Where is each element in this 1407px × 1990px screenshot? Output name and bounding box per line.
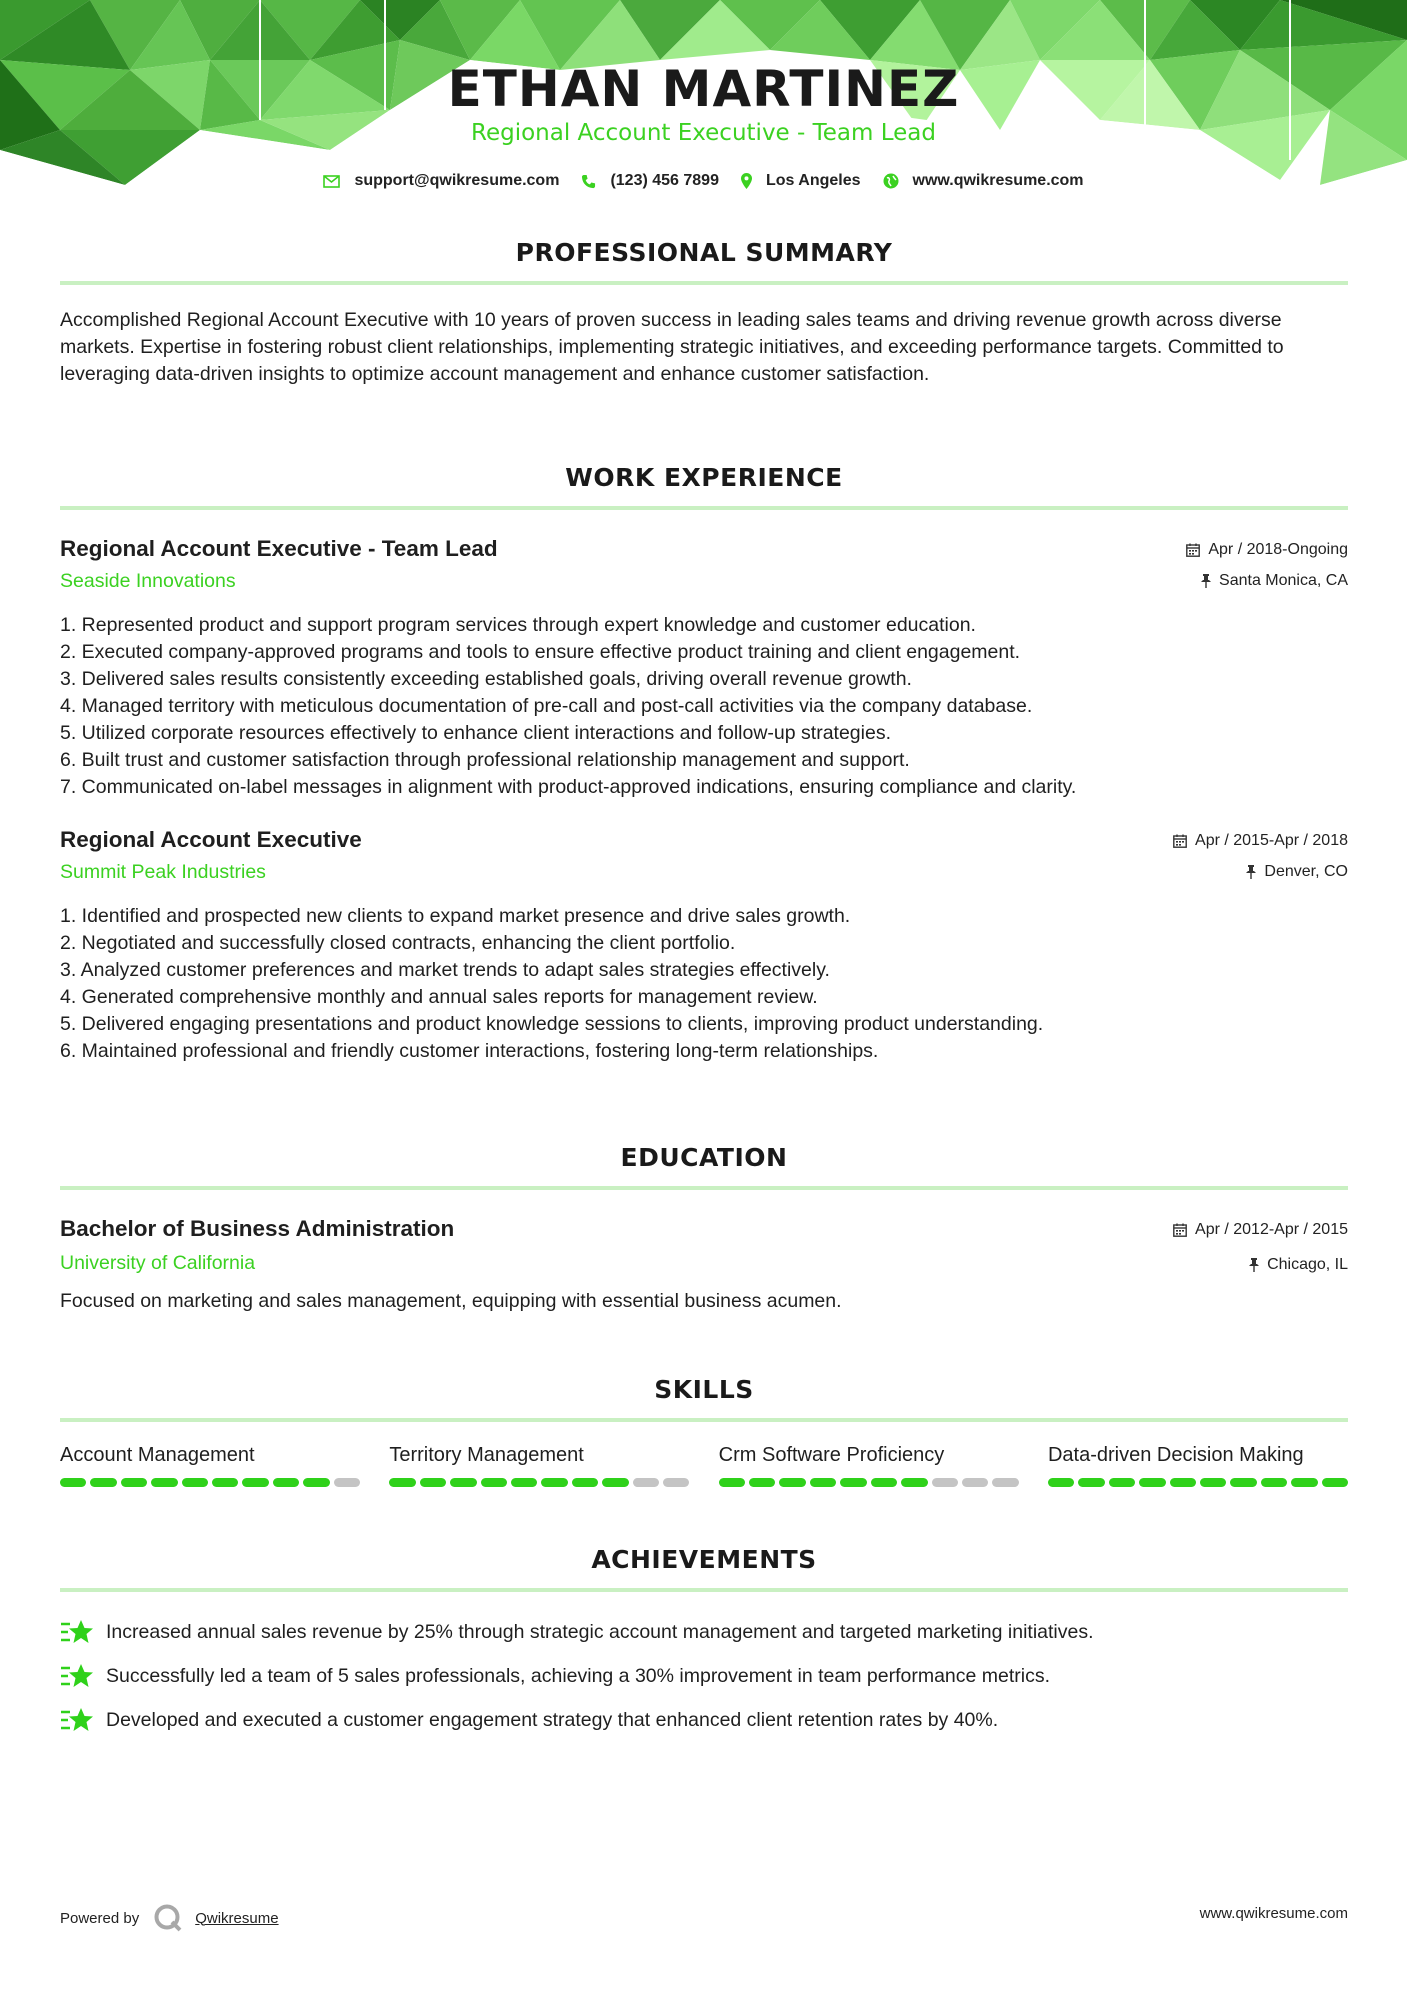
skill-segment-empty	[962, 1478, 988, 1487]
job-entry	[60, 536, 1348, 801]
education-location	[1249, 1256, 1348, 1274]
list-item: 6. Built trust and customer satisfaction through professional relationship management and support.	[60, 749, 910, 771]
achievements-list	[60, 1610, 1348, 1742]
education-dates	[1173, 1221, 1348, 1239]
job-dates	[1173, 832, 1348, 850]
education-entry	[60, 1216, 1348, 1315]
candidate-name: ETHAN MARTINEZ	[447, 60, 960, 118]
job-title: Regional Account Executive	[60, 827, 362, 852]
pushpin-icon	[1201, 574, 1211, 588]
section-divider	[60, 1186, 1348, 1190]
achievement-text: Developed and executed a customer engagement strategy that enhanced client retention rates by 40%.	[106, 1708, 999, 1731]
list-item: 2. Negotiated and successfully closed contracts, enhancing the client portfolio.	[60, 932, 736, 954]
job-dates-text: Apr / 2015-Apr / 2018	[1195, 832, 1348, 849]
skill-item	[60, 1444, 360, 1487]
education-section	[60, 1143, 1348, 1315]
skill-item	[719, 1444, 1019, 1487]
calendar-icon	[1173, 1223, 1187, 1237]
skills-list	[60, 1444, 1348, 1487]
list-item: 4. Generated comprehensive monthly and annual sales reports for management review.	[60, 986, 818, 1008]
education-dates-text: Apr / 2012-Apr / 2015	[1195, 1221, 1348, 1238]
contact-email[interactable]	[323, 172, 559, 190]
education-location-text: Chicago, IL	[1267, 1256, 1348, 1273]
job-location	[1201, 572, 1348, 590]
list-item: 3. Analyzed customer preferences and market trends to adapt sales strategies effectively.	[60, 959, 830, 981]
skill-name: Territory Management	[389, 1444, 584, 1466]
skill-segment-empty	[633, 1478, 659, 1487]
skill-segment-filled	[273, 1478, 299, 1487]
section-heading: EDUCATION	[620, 1143, 788, 1172]
list-item: 2. Executed company-approved programs and tools to ensure effective product training and client engagement.	[60, 641, 1021, 663]
list-item: 5. Utilized corporate resources effectively to enhance client interactions and follow-up strategies.	[60, 722, 891, 744]
job-company: Seaside Innovations	[60, 570, 236, 592]
list-item: 3. Delivered sales results consistently exceeding established goals, driving overall revenue growth.	[60, 668, 912, 690]
experience-section	[60, 463, 1348, 1065]
skill-segment-filled	[212, 1478, 238, 1487]
skill-segment-filled	[1261, 1478, 1287, 1487]
globe-icon	[883, 173, 899, 189]
skill-segment-filled	[389, 1478, 415, 1487]
envelope-icon	[323, 175, 340, 188]
skill-segment-filled	[511, 1478, 537, 1487]
contact-location	[741, 172, 861, 190]
skill-segment-filled	[572, 1478, 598, 1487]
qwikresume-logo-icon	[153, 1903, 183, 1933]
skill-segment-filled	[1230, 1478, 1256, 1487]
skill-segment-filled	[1109, 1478, 1135, 1487]
skill-segment-filled	[602, 1478, 628, 1487]
skill-item	[389, 1444, 689, 1487]
skill-segment-filled	[749, 1478, 775, 1487]
skill-level-bar	[719, 1478, 1019, 1487]
job-location	[1246, 863, 1348, 881]
summary-section	[60, 238, 1348, 388]
contact-phone[interactable]	[581, 172, 719, 190]
skills-section	[60, 1375, 1348, 1487]
skill-segment-filled	[1291, 1478, 1317, 1487]
job-bullets	[60, 903, 1348, 1065]
brand-link[interactable]: Qwikresume	[195, 1909, 279, 1927]
powered-by	[60, 1903, 279, 1933]
section-heading: PROFESSIONAL SUMMARY	[515, 238, 893, 267]
skill-segment-filled	[1200, 1478, 1226, 1487]
skill-segment-empty	[992, 1478, 1018, 1487]
calendar-icon	[1173, 834, 1187, 848]
contact-bar	[0, 172, 1407, 190]
footer	[60, 1895, 1348, 1935]
skill-segment-empty	[932, 1478, 958, 1487]
job-entry	[60, 827, 1348, 1065]
skill-segment-filled	[541, 1478, 567, 1487]
achievement-text: Increased annual sales revenue by 25% through strategic account management and targeted marketing initiatives.	[106, 1620, 1094, 1643]
phone-text: (123) 456 7899	[610, 172, 719, 189]
skill-segment-filled	[871, 1478, 897, 1487]
skill-segment-filled	[182, 1478, 208, 1487]
skill-segment-filled	[1322, 1478, 1348, 1487]
pushpin-icon	[1249, 1258, 1259, 1272]
job-company: Summit Peak Industries	[60, 861, 266, 883]
section-heading: SKILLS	[654, 1375, 754, 1404]
job-dates	[1186, 541, 1348, 559]
job-dates-text: Apr / 2018-Ongoing	[1208, 541, 1348, 558]
skill-segment-filled	[810, 1478, 836, 1487]
skill-segment-filled	[1048, 1478, 1074, 1487]
section-divider	[60, 506, 1348, 510]
list-item: 6. Maintained professional and friendly customer interactions, fostering long-term relationships.	[60, 1040, 879, 1062]
skill-name: Crm Software Proficiency	[718, 1444, 945, 1466]
calendar-icon	[1186, 543, 1200, 557]
skill-segment-filled	[779, 1478, 805, 1487]
education-description: Focused on marketing and sales management, equipping with essential business acumen.	[60, 1290, 842, 1312]
section-divider	[60, 281, 1348, 285]
list-item: 7. Communicated on-label messages in alignment with product-approved indications, ensuring compliance and clarity.	[60, 776, 1077, 798]
section-heading: ACHIEVEMENTS	[591, 1545, 817, 1574]
phone-icon	[581, 174, 596, 189]
skill-segment-empty	[663, 1478, 689, 1487]
list-item: 1. Identified and prospected new clients to expand market presence and drive sales growth.	[60, 905, 851, 927]
email-text: support@qwikresume.com	[354, 172, 560, 189]
skill-segment-filled	[719, 1478, 745, 1487]
skill-segment-filled	[151, 1478, 177, 1487]
location-text: Los Angeles	[765, 172, 861, 189]
summary-text: Accomplished Regional Account Executive with 10 years of proven success in leading sales teams and driving revenue growth across diverse markets. Expertise in fostering robust client relationships, implementing strategic initiatives, and exceeding performance targets. Committed to leveraging data-driven insights to optimize account management and enhance customer satisfaction.	[60, 309, 1284, 385]
skill-segment-filled	[90, 1478, 116, 1487]
section-divider	[60, 1588, 1348, 1592]
map-pin-icon	[741, 173, 752, 189]
school-name: University of California	[60, 1252, 256, 1274]
skill-segment-filled	[481, 1478, 507, 1487]
job-title: Regional Account Executive - Team Lead	[60, 536, 498, 561]
job-location-text: Santa Monica, CA	[1219, 572, 1348, 589]
job-bullets	[60, 612, 1348, 801]
achievement-text: Successfully led a team of 5 sales professionals, achieving a 30% improvement in team performance metrics.	[106, 1664, 1051, 1687]
skill-name: Account Management	[60, 1444, 255, 1466]
footer-url[interactable]: www.qwikresume.com	[1199, 1905, 1348, 1922]
skill-segment-filled	[303, 1478, 329, 1487]
star-award-icon	[60, 1662, 94, 1690]
achievement-item	[60, 1610, 1348, 1654]
section-heading: WORK EXPERIENCE	[565, 463, 843, 492]
skill-level-bar	[60, 1478, 360, 1487]
skill-name: Data-driven Decision Making	[1047, 1444, 1304, 1466]
achievement-item	[60, 1654, 1348, 1698]
skill-segment-filled	[121, 1478, 147, 1487]
job-location-text: Denver, CO	[1264, 863, 1348, 880]
pushpin-icon	[1246, 865, 1256, 879]
skill-level-bar	[1048, 1478, 1348, 1487]
skill-segment-filled	[60, 1478, 86, 1487]
list-item: 1. Represented product and support program services through expert knowledge and customer education.	[60, 614, 976, 636]
skill-segment-filled	[242, 1478, 268, 1487]
skill-segment-filled	[1139, 1478, 1165, 1487]
contact-website[interactable]	[883, 172, 1084, 190]
skill-segment-filled	[1078, 1478, 1104, 1487]
list-item: 5. Delivered engaging presentations and product knowledge sessions to clients, improving product understanding.	[60, 1013, 1044, 1035]
skill-segment-filled	[840, 1478, 866, 1487]
star-award-icon	[60, 1618, 94, 1646]
website-text: www.qwikresume.com	[912, 172, 1084, 189]
skill-segment-filled	[450, 1478, 476, 1487]
skill-segment-filled	[1170, 1478, 1196, 1487]
star-award-icon	[60, 1706, 94, 1734]
skill-segment-empty	[334, 1478, 360, 1487]
skill-segment-filled	[420, 1478, 446, 1487]
powered-label: Powered by	[60, 1909, 140, 1927]
skill-level-bar	[389, 1478, 689, 1487]
achievement-item	[60, 1698, 1348, 1742]
skill-segment-filled	[901, 1478, 927, 1487]
candidate-title: Regional Account Executive - Team Lead	[471, 120, 936, 146]
list-item: 4. Managed territory with meticulous documentation of pre-call and post-call activities via the company database.	[60, 695, 1033, 717]
section-divider	[60, 1418, 1348, 1422]
degree-title: Bachelor of Business Administration	[60, 1216, 455, 1241]
achievements-section	[60, 1545, 1348, 1742]
skill-item	[1048, 1444, 1348, 1487]
